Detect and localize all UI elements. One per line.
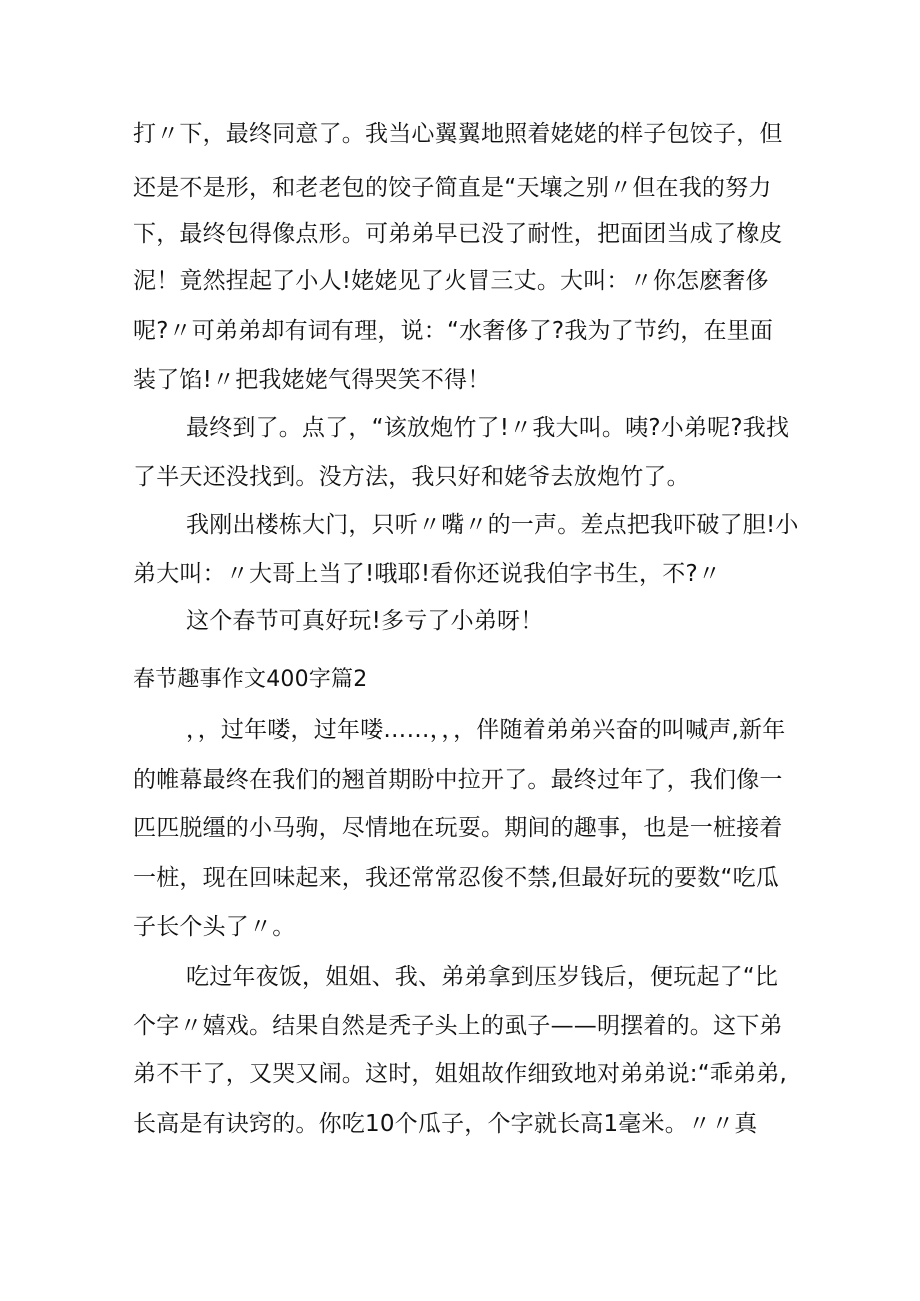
- text-line: 泥！竟然捏起了小人!姥姥见了火冒三丈。大叫：〃你怎麽奢侈: [133, 268, 769, 294]
- text-line: 打〃下，最终同意了。我当心翼翼地照着姥姥的样子包饺子，但: [133, 121, 783, 147]
- text-line: 这个春节可真好玩!多亏了小弟呀！: [186, 608, 544, 634]
- text-line: 的帷幕最终在我们的翘首期盼中拉开了。最终过年了，我们像一: [133, 767, 783, 793]
- section-heading: 春节趣事作文400字篇2: [133, 667, 368, 692]
- text-line: 子长个头了〃。: [133, 914, 296, 940]
- text-line: 一桩，现在回味起来，我还常常忍俊不禁,但最好玩的要数“吃瓜: [133, 865, 780, 891]
- text-line: 我刚出楼栋大门，只听〃嘴〃的一声。差点把我吓破了胆!小: [186, 512, 799, 538]
- text-line: 弟大叫：〃大哥上当了!哦耶!看你还说我伯字书生，不?〃: [133, 561, 722, 587]
- text-line: ，，过年喽，过年喽……，，，伴随着弟弟兴奋的叫喊声,新年: [186, 717, 786, 743]
- text-line: 最终到了。点了，“该放炮竹了!〃我大叫。咦?小弟呢?我找: [186, 415, 790, 441]
- text-line: 呢?〃可弟弟却有词有理，说：“水奢侈了?我为了节约，在里面: [133, 318, 774, 344]
- text-line: 还是不是形，和老老包的饺子简直是“天壤之别〃但在我的努力: [133, 175, 772, 201]
- text-line: 长高是有诀窍的。你吃10个瓜子，个字就长高1毫米。〃〃真: [133, 1111, 758, 1137]
- text-line: 装了馅!〃把我姥姥气得哭笑不得！: [133, 367, 491, 393]
- text-line: 个字〃嬉戏。结果自然是秃子头上的虱子——明摆着的。这下弟: [133, 1013, 783, 1039]
- text-line: 吃过年夜饭，姐姐、我、弟弟拿到压岁钱后，便玩起了“比: [186, 964, 779, 990]
- text-line: 弟不干了，又哭又闹。这时，姐姐故作细致地对弟弟说:“乖弟弟,: [133, 1061, 787, 1087]
- text-line: 了半天还没找到。没方法，我只好和姥爷去放炮竹了。: [133, 464, 690, 490]
- text-line: 匹匹脱缰的小马驹，尽情地在玩耍。期间的趣事，也是一桩接着: [133, 815, 783, 841]
- text-line: 下，最终包得像点形。可弟弟早已没了耐性，把面团当成了橡皮: [133, 221, 783, 247]
